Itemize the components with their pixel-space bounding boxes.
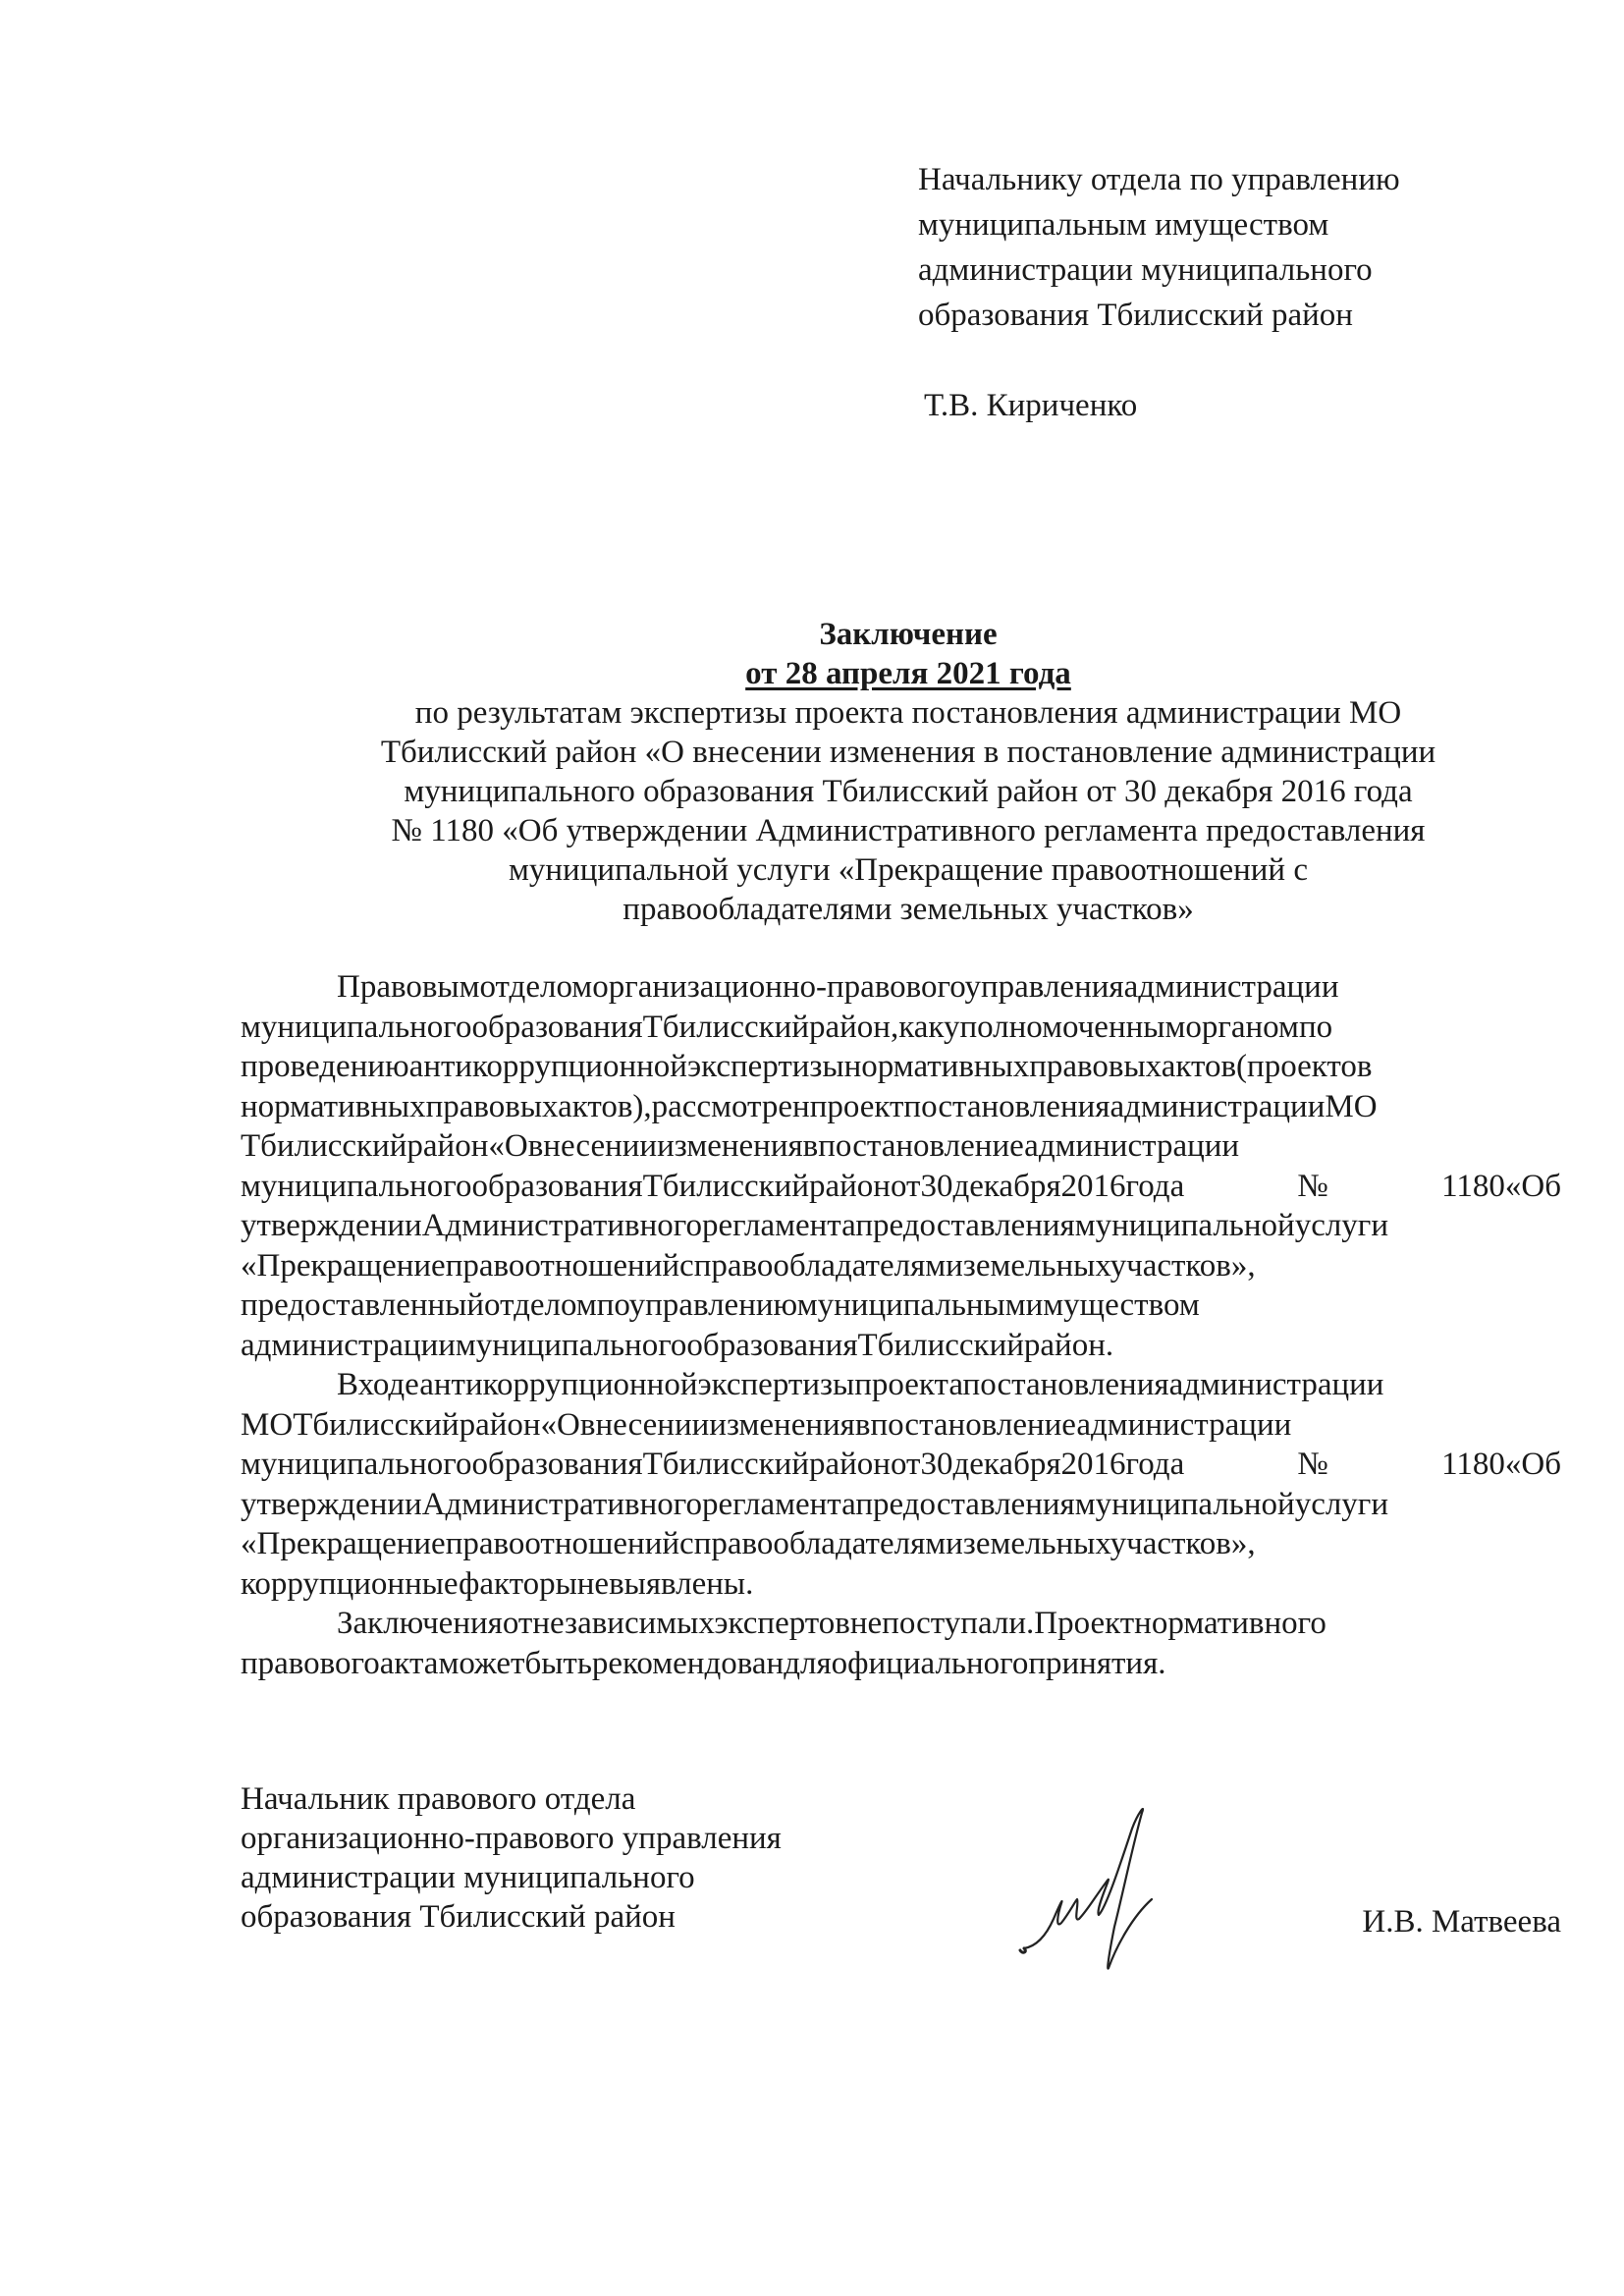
position-line: администрации муниципального [241, 1860, 695, 1895]
word: администрации [241, 1327, 456, 1363]
word: постановление [818, 1128, 1025, 1164]
word: нормативных [843, 1049, 1030, 1084]
paragraph-line [241, 1246, 1561, 1286]
paragraph-line [241, 1365, 1561, 1405]
word: с [679, 1526, 694, 1561]
word: «О [540, 1406, 580, 1443]
word: 2016 [1060, 1447, 1126, 1482]
word: «Прекращение [241, 1526, 446, 1561]
word: коррупционные [241, 1565, 459, 1602]
word: факторы [458, 1565, 577, 1602]
word: регламента [701, 1486, 856, 1522]
paragraph-line [241, 1564, 1561, 1605]
subject-line: правообладателями земельных участков» [623, 892, 1194, 927]
word: район. [1023, 1327, 1114, 1363]
paragraph-line [241, 1206, 1561, 1246]
word: правоотношений [445, 1247, 680, 1284]
position-line: образования Тбилисский район [241, 1899, 676, 1935]
word: Заключения [337, 1606, 503, 1641]
word: образования [471, 1009, 643, 1045]
word: принятия. [1028, 1645, 1166, 1681]
signatory-position [241, 1779, 782, 1937]
word: правообладателями [693, 1247, 963, 1284]
signature-block [241, 1779, 1561, 2005]
paragraph-line [241, 1524, 1561, 1564]
word: по [596, 1287, 629, 1323]
word: от [502, 1606, 533, 1641]
word: декабря [952, 1168, 1061, 1204]
word: Тбилисский [642, 1168, 809, 1204]
subject-line: по результатам экспертизы проекта постановления администрации МО [414, 695, 1402, 731]
handwritten-signature-icon [1016, 1799, 1183, 1986]
word: Тбилисский [642, 1009, 809, 1045]
word: 30 [920, 1168, 953, 1204]
word: независимых [532, 1606, 715, 1641]
word: года [1125, 1447, 1185, 1482]
word: «Об [1504, 1168, 1561, 1204]
addressee-line: муниципальным имуществом [918, 207, 1329, 243]
paragraph-line [241, 1326, 1561, 1366]
paragraph-line [241, 1008, 1561, 1048]
word: (проектов [1236, 1049, 1373, 1084]
word: от [890, 1168, 921, 1204]
word: администрации [1123, 969, 1339, 1005]
word: участков», [1110, 1247, 1256, 1284]
paragraph-line [241, 1644, 1561, 1684]
word: нормативного [1134, 1606, 1326, 1641]
word: уполномоченным [943, 1009, 1186, 1045]
word: Административного [421, 1486, 702, 1522]
word: Административного [421, 1208, 702, 1243]
word: Тбилисский [857, 1327, 1024, 1363]
word: образования [471, 1447, 643, 1482]
word: услуги [1294, 1208, 1388, 1243]
word: экспертов [714, 1606, 850, 1641]
word: регламента [701, 1208, 856, 1243]
word: район [406, 1128, 489, 1164]
paragraph-line [241, 1087, 1561, 1127]
word: антикоррупционной [408, 1049, 687, 1084]
word: администрации [1110, 1088, 1326, 1124]
word: 1180 [1441, 1447, 1505, 1482]
word: «Прекращение [241, 1247, 446, 1284]
word: услуги [1294, 1486, 1388, 1522]
word: органом [1185, 1009, 1299, 1045]
word: район, [808, 1009, 899, 1045]
subject-line: Тбилисский район «О внесении изменения в постановление администрации [380, 735, 1436, 770]
position-line: Начальник правового отдела [241, 1781, 636, 1817]
subject-line: № 1180 «Об утверждении Административного регламента предоставления [391, 813, 1426, 848]
document-body [241, 967, 1561, 1683]
word: правового [241, 1645, 380, 1681]
word: внесении [579, 1406, 710, 1443]
word: утверждении [241, 1208, 422, 1243]
word: муниципального [241, 1168, 472, 1204]
word: управления [964, 969, 1124, 1005]
addressee-line: администрации муниципального [918, 252, 1373, 288]
word: 30 [920, 1447, 953, 1482]
word: проекта [854, 1367, 963, 1402]
word: отделом [479, 969, 593, 1005]
addressee-name: Т.В. Кириченко [924, 388, 1138, 423]
word: актов [1161, 1049, 1237, 1084]
addressee-line: Начальнику отдела по управлению [918, 162, 1400, 197]
word: антикоррупционной [419, 1367, 698, 1402]
word: внесении [527, 1128, 658, 1164]
word: акта [379, 1645, 439, 1681]
word: № [1184, 1447, 1442, 1482]
word: экспертизы [697, 1367, 855, 1402]
word: участков», [1110, 1526, 1256, 1561]
word: отделом [484, 1287, 597, 1323]
word: правовых [1029, 1049, 1162, 1084]
word: Правовым [337, 969, 480, 1005]
word: район [808, 1447, 891, 1482]
word: земельных [962, 1526, 1110, 1561]
paragraph-review [241, 967, 1561, 1365]
word: предоставленный [241, 1287, 485, 1323]
document-heading [295, 615, 1522, 929]
word: муниципального [455, 1327, 687, 1363]
signatory-name: И.В. Матвеева [1362, 1904, 1561, 1940]
paragraph-line [241, 1604, 1561, 1644]
addressee-block [918, 157, 1546, 428]
word: администрации [1076, 1406, 1292, 1443]
word: постановления [903, 1088, 1110, 1124]
word: Тбилисский [241, 1128, 407, 1164]
word: предоставления [855, 1486, 1075, 1522]
paragraph-line [241, 1285, 1561, 1326]
paragraph-line [241, 1405, 1561, 1446]
word: для [784, 1645, 832, 1681]
word: официального [831, 1645, 1029, 1681]
word: проведению [241, 1049, 409, 1084]
word: 2016 [1060, 1168, 1126, 1204]
word: актов), [558, 1088, 652, 1124]
word: рассмотрен [651, 1088, 810, 1124]
paragraph-line [241, 1445, 1561, 1485]
word: как [898, 1009, 944, 1045]
word: не [849, 1606, 883, 1641]
word: администрации [1168, 1367, 1384, 1402]
word: образования [471, 1168, 643, 1204]
document-title: Заключение [819, 617, 998, 652]
word: муниципальной [1074, 1208, 1295, 1243]
word: правовых [425, 1088, 559, 1124]
word: правообладателями [693, 1526, 963, 1561]
paragraph-conclusion [241, 1604, 1561, 1683]
word: правоотношений [445, 1526, 680, 1561]
word: рекомендован [591, 1645, 785, 1681]
word: МО [1325, 1088, 1378, 1124]
paragraph-line [241, 1167, 1561, 1207]
word: образования [686, 1327, 858, 1363]
word: управлению [628, 1287, 797, 1323]
word: экспертизы [686, 1049, 844, 1084]
word: быть [524, 1645, 592, 1681]
word: организационно-правового [592, 969, 965, 1005]
word: район [459, 1406, 541, 1443]
word: муниципальным [796, 1287, 1026, 1323]
subject-line: муниципального образования Тбилисский район от 30 декабря 2016 года [404, 774, 1413, 809]
word: года [1125, 1168, 1185, 1204]
word: в [854, 1406, 871, 1443]
paragraph-line [241, 1485, 1561, 1525]
word: проект [809, 1088, 904, 1124]
word: Тбилисский [642, 1447, 809, 1482]
word: администрации [1024, 1128, 1240, 1164]
paragraph-line [241, 1126, 1561, 1167]
addressee-line: образования Тбилисский район [918, 298, 1353, 333]
word: район [808, 1168, 891, 1204]
word: может [438, 1645, 525, 1681]
position-line: организационно-правового управления [241, 1821, 782, 1856]
word: с [679, 1247, 694, 1284]
word: ходе [357, 1367, 420, 1402]
word: поступали. [882, 1606, 1035, 1641]
word: не [576, 1565, 610, 1602]
word: декабря [952, 1447, 1061, 1482]
word: изменения [709, 1406, 855, 1443]
word: от [890, 1447, 921, 1482]
word: имуществом [1025, 1287, 1200, 1323]
word: муниципального [241, 1447, 472, 1482]
word: муниципального [241, 1009, 472, 1045]
word: земельных [962, 1247, 1110, 1284]
word: в [802, 1128, 819, 1164]
word: изменения [657, 1128, 803, 1164]
word: В [337, 1367, 358, 1402]
word: предоставления [855, 1208, 1075, 1243]
word: нормативных [241, 1088, 426, 1124]
word: Проект [1034, 1606, 1135, 1641]
word: выявлены. [609, 1565, 754, 1602]
word: «О [488, 1128, 528, 1164]
word: постановление [870, 1406, 1077, 1443]
word: утверждении [241, 1486, 422, 1522]
paragraph-findings [241, 1365, 1561, 1604]
paragraph-line [241, 1047, 1561, 1087]
paragraph-line [241, 967, 1561, 1008]
word: по [1298, 1009, 1333, 1045]
subject-line: муниципальной услуги «Прекращение правоотношений с [509, 852, 1308, 888]
document-date: от 28 апреля 2021 года [745, 656, 1071, 691]
word: № [1184, 1168, 1442, 1204]
word: «Об [1504, 1447, 1561, 1482]
word: МО [241, 1406, 294, 1443]
word: Тбилисский [293, 1406, 460, 1443]
word: муниципальной [1074, 1486, 1295, 1522]
word: 1180 [1441, 1168, 1505, 1204]
word: постановления [962, 1367, 1169, 1402]
